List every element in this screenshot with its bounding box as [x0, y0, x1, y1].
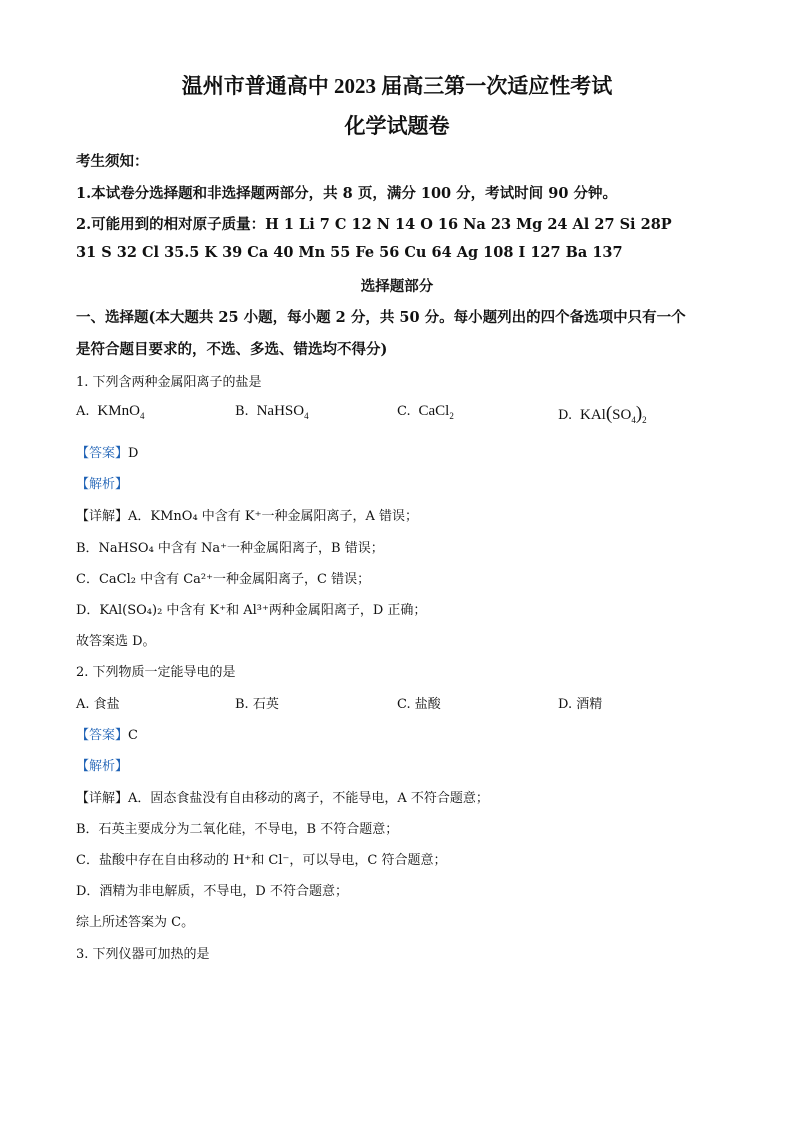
- q1-option-a: [76, 403, 144, 421]
- part1-heading-a: 一、选择题(本大题共 25 小题，每小题 2 分，共 50 分。每小题列出的四个备选项中只有一个: [76, 309, 686, 326]
- detail-tag: 【详解】: [76, 509, 129, 524]
- q2-option-d: D. 酒精: [558, 697, 603, 712]
- q1-option-c: [397, 403, 454, 421]
- q2-detail-1-text: A．固态食盐没有自由移动的离子，不能导电，A 不符合题意；: [128, 791, 489, 806]
- q2-conclusion: 综上所述答案为 C。: [76, 915, 195, 930]
- q1-detail-1-text: A．KMnO₄ 中含有 K⁺一种金属阳离子，A 错误；: [128, 509, 419, 524]
- notice-item-1: 1.本试卷分选择题和非选择题两部分，共 8 页，满分 100 分，考试时间 90 分钟。: [76, 185, 617, 202]
- q1-option-c-formula: CaCl$_2$: [414, 403, 454, 421]
- q1-stem: 1. 下列含两种金属阳离子的盐是: [76, 375, 262, 390]
- q1-option-d: [558, 403, 647, 425]
- q2-detail-3: C．盐酸中存在自由移动的 H⁺和 Cl⁻，可以导电，C 符合题意；: [76, 853, 447, 868]
- q1-option-b-formula: NaHSO$_4$: [252, 403, 309, 421]
- notice-item-2b: 31 S 32 Cl 35.5 K 39 Ca 40 Mn 55 Fe 56 Cu 64 Ag 108 I 127 Ba 137: [76, 244, 623, 261]
- q1-detail-2: B．NaHSO₄ 中含有 Na⁺一种金属阳离子，B 错误；: [76, 541, 384, 556]
- q1-option-c-letter: C.: [397, 404, 411, 419]
- q1-answer: D: [128, 446, 139, 461]
- q3-stem: 3. 下列仪器可加热的是: [76, 947, 210, 962]
- detail-tag: 【详解】: [76, 791, 129, 806]
- q1-option-a-formula: KMnO$_4$: [93, 403, 145, 421]
- part1-heading-b: 是符合题目要求的，不选、多选、错选均不得分): [76, 341, 388, 358]
- notice-heading: 考生须知：: [76, 153, 149, 170]
- q1-analysis-tag: 【解析】: [76, 477, 129, 492]
- q2-analysis-tag: 【解析】: [76, 759, 129, 774]
- q2-detail-1: [76, 787, 489, 806]
- answer-tag: 【答案】: [76, 446, 129, 461]
- answer-tag: 【答案】: [76, 728, 129, 743]
- q2-detail-4: D．酒精为非电解质，不导电，D 不符合题意；: [76, 884, 348, 899]
- q1-detail-3: C．CaCl₂ 中含有 Ca²⁺一种金属阳离子，C 错误；: [76, 572, 371, 587]
- q1-option-a-letter: A.: [76, 404, 90, 419]
- q2-answer: C: [128, 728, 138, 743]
- q1-answer-row: [76, 442, 138, 461]
- q1-conclusion: 故答案选 D。: [76, 634, 156, 649]
- q1-option-d-formula: $KAl(SO_4)_2$: [576, 403, 647, 425]
- q1-option-b: [235, 403, 309, 421]
- q2-option-b: B. 石英: [235, 697, 279, 712]
- q1-detail-1: [76, 505, 418, 524]
- q2-stem: 2. 下列物质一定能导电的是: [76, 665, 236, 680]
- q2-option-c: C. 盐酸: [397, 697, 441, 712]
- q1-option-d-letter: D.: [558, 408, 573, 423]
- exam-subtitle: 化学试题卷: [344, 114, 450, 138]
- q2-detail-2: B．石英主要成分为二氧化硅，不导电，B 不符合题意；: [76, 822, 399, 837]
- q1-detail-4: D．KAl(SO₄)₂ 中含有 K⁺和 Al³⁺两种金属阳离子，D 正确；: [76, 603, 427, 618]
- exam-title: 温州市普通高中 2023 届高三第一次适应性考试: [181, 74, 613, 98]
- section-title: 选择题部分: [360, 278, 434, 295]
- q1-option-b-letter: B.: [235, 404, 249, 419]
- q2-answer-row: [76, 724, 138, 743]
- q2-option-a: A. 食盐: [76, 697, 120, 712]
- notice-item-2a: 2.可能用到的相对原子质量：H 1 Li 7 C 12 N 14 O 16 Na 23 Mg 24 Al 27 Si 28P: [76, 216, 672, 233]
